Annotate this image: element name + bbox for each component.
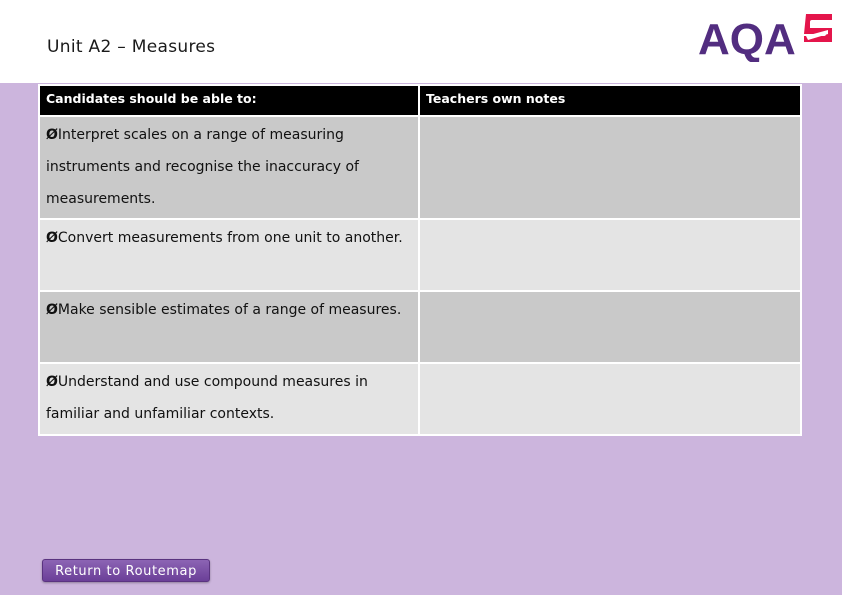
- page-title: Unit A2 – Measures: [47, 37, 216, 57]
- notes-cell[interactable]: [419, 363, 801, 435]
- logo-accent: [804, 14, 832, 42]
- objective-cell: [39, 116, 419, 219]
- arrow-bullet-icon: Ø: [46, 302, 58, 318]
- objective-text: Make sensible estimates of a range of measures.: [57, 302, 402, 318]
- content-table: [38, 84, 802, 436]
- notes-cell[interactable]: [419, 219, 801, 291]
- header-candidates: Candidates should be able to:: [39, 85, 419, 116]
- table-row: [39, 363, 801, 435]
- logo-text: AQA: [698, 15, 796, 62]
- return-to-routemap-button[interactable]: Return to Routemap: [42, 559, 210, 582]
- table-row: [39, 291, 801, 363]
- table-row: [39, 219, 801, 291]
- table-row: [39, 116, 801, 219]
- arrow-bullet-icon: Ø: [46, 230, 58, 246]
- objective-cell: [39, 363, 419, 435]
- objective-cell: [39, 291, 419, 363]
- objective-text: Understand and use compound measures in familiar and unfamiliar contexts.: [46, 374, 368, 422]
- header-teachers-notes: Teachers own notes: [419, 85, 801, 116]
- arrow-bullet-icon: Ø: [46, 127, 58, 143]
- objective-text: Convert measurements from one unit to another.: [57, 230, 403, 246]
- notes-cell[interactable]: [419, 116, 801, 219]
- arrow-bullet-icon: Ø: [46, 374, 58, 390]
- table-header-row: [39, 85, 801, 116]
- header: [0, 0, 842, 83]
- objective-text: Interpret scales on a range of measuring instruments and recognise the inaccuracy of measurements.: [46, 127, 359, 207]
- notes-cell[interactable]: [419, 291, 801, 363]
- aqa-logo: [698, 12, 834, 62]
- objective-cell: [39, 219, 419, 291]
